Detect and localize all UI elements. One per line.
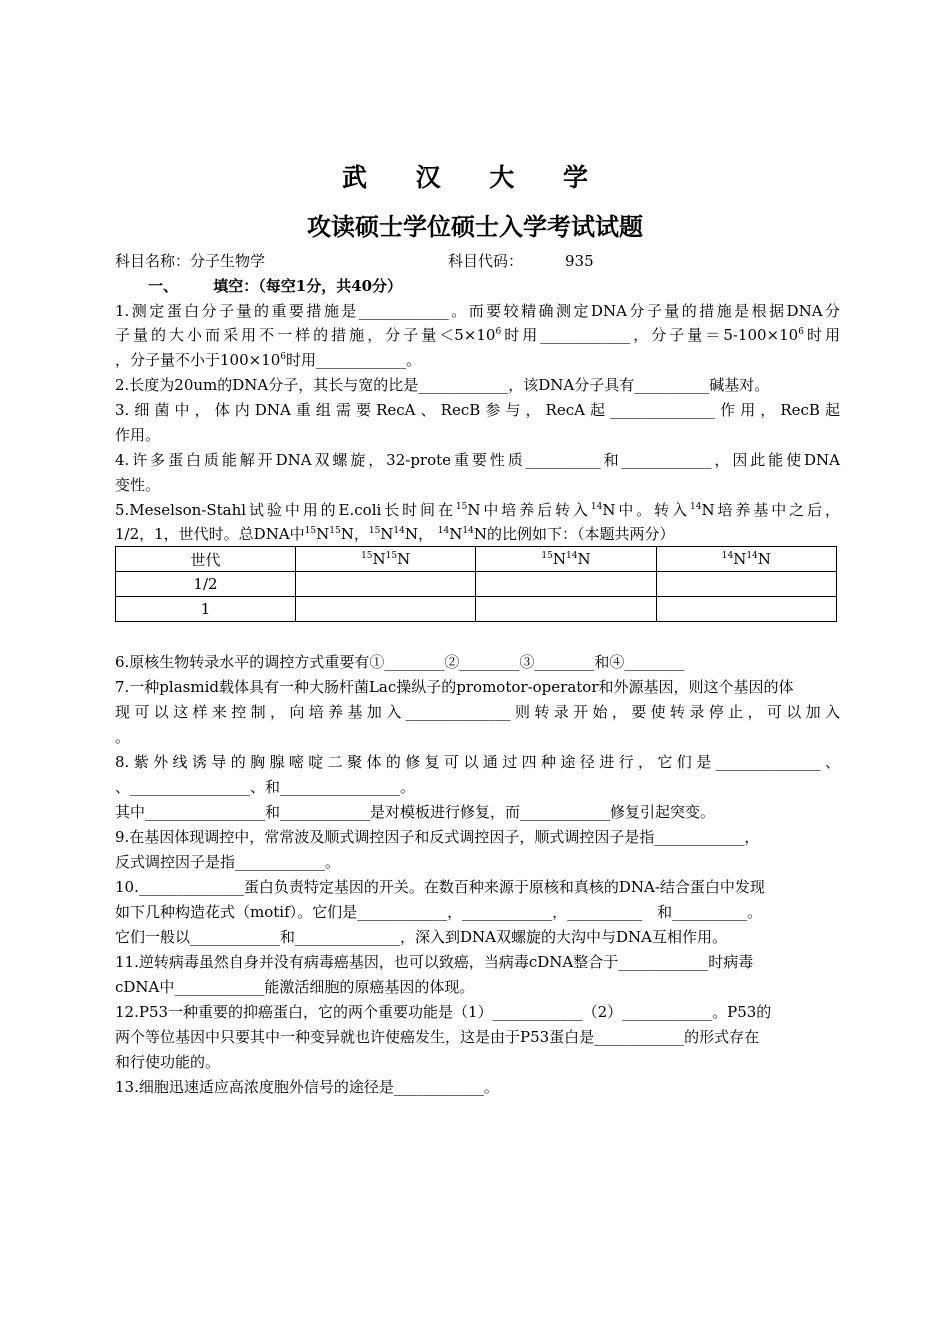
table-cell: 1 [116,597,296,622]
q13-line: 13.细胞迅速适应高浓度胞外信号的途径是____________。 [115,1078,499,1096]
table-cell[interactable] [656,572,836,597]
table-header-cell: 世代 [116,547,296,572]
section-number: 一、 [148,277,179,295]
table-row [116,597,837,622]
subject-label: 科目名称：分子生物学 [115,252,266,270]
table-header-row [116,547,837,572]
university-title: 武 汉 大 学 [341,163,609,192]
q5-line1: 5.Meselson-Stahl试验中用的E.coli长时间在$^{15}$N中培养后转入$^{14}$N中。转入$^{14}$N培养基中之后， [115,501,840,519]
table-row [116,572,837,597]
q11-line2: cDNA中____________能激活细胞的原癌基因的体现。 [115,978,475,996]
q12-line2: 两个等位基因中只要其中一种变异就也许使癌发生，这是由于P53蛋白是____________的形式存在 [115,1028,760,1046]
table-header-cell: $^{14}N^{14}N$ [656,547,836,572]
q1-line2: 子量的大小而采用不一样的措施，分子量$<5\times 10^6$时用____________，分子量$=5-100\times 10^6$时用 [115,326,840,344]
q12-line1: 12.P53一种重要的抑癌蛋白，它的两个重要功能是（1）____________（2）____________。P53的 [115,1003,772,1021]
q2-line: 2.长度为20um的DNA分子，其长与宽的比是____________，该DNA分子具有__________碱基对。 [115,376,770,394]
q3-line1: 3.细菌中，体内DNA重组需要RecA、RecB参与，RecA起______________作用，RecB起 [115,401,840,419]
q5-line2: 1/2，1，世代时。总DNA中$^{15}N^{15}N$，$^{15}N^{14}N$， $^{14}N^{14}N$的比例如下：（本题共两分） [115,525,675,543]
table-cell[interactable] [476,597,656,622]
code-label: 科目代码： [448,252,524,270]
q4-line2: 变性。 [115,476,161,494]
section-title: 填空：（每空1分，共40分） [213,277,403,295]
table-header-cell: $^{15}N^{14}N$ [476,547,656,572]
table-cell[interactable] [476,572,656,597]
q10-line2: 如下几种构造花式（motif）。它们是____________，____________，__________ 和__________。 [115,903,763,921]
table-cell[interactable] [656,597,836,622]
subject-row [115,251,840,271]
generation-table [115,546,837,622]
table-cell[interactable] [296,597,476,622]
q12-line3: 和行使功能的。 [115,1053,221,1071]
q7-line1: 7.一种plasmid载体具有一种大肠杆菌Lac操纵子的promotor-operator和外源基因，则这个基因的体 [115,678,794,696]
q8-line3: 其中________________和____________是对模板进行修复，而____________修复引起突变。 [115,803,716,821]
q8-line2: 、________________、和________________。 [115,778,416,796]
q11-line1: 11.逆转病毒虽然自身并没有病毒癌基因，也可以致癌，当病毒cDNA整合于____________时病毒 [115,953,754,971]
q1-line3: ，分子量不小于$100\times 10^6$时用____________。 [115,351,422,369]
exam-title: 攻读硕士学位硕士入学考试试题 [307,212,643,241]
q7-line2: 现可以这样来控制，向培养基加入______________则转录开始，要使转录停止，可以加入 [115,703,840,721]
table-cell[interactable] [296,572,476,597]
q6-line: 6.原核生物转录水平的调控方式重要有①________②________③________和④________ [115,653,685,671]
q10-line1: 10.______________蛋白负责特定基因的开关。在数百种来源于原核和真核的DNA-结合蛋白中发现 [115,878,765,896]
q9-line2: 反式调控因子是指____________。 [115,853,341,871]
q10-line3: 它们一般以____________和______________，深入到DNA双螺旋的大沟中与DNA互相作用。 [115,928,727,946]
q8-line1: 8.紫外线诱导的胸腺嘧啶二聚体的修复可以通过四种途径进行，它们是______________、 [115,753,840,771]
q4-line1: 4.许多蛋白质能解开DNA双螺旋，32-prote重要性质__________和____________，因此能使DNA [115,451,840,469]
code-value: 935 [565,252,594,270]
q3-line2: 作用。 [115,426,161,444]
q7-line3: 。 [115,728,131,746]
table-cell: 1/2 [116,572,296,597]
q1-line1: 1.测定蛋白分子量的重要措施是____________。而要较精确测定DNA分子量的措施是根据DNA分 [115,302,840,320]
section-heading [148,276,873,296]
q9-line1: 9.在基因体现调控中，常常波及顺式调控因子和反式调控因子，顺式调控因子是指____________， [115,828,760,846]
table-header-cell: $^{15}N^{15}N$ [296,547,476,572]
